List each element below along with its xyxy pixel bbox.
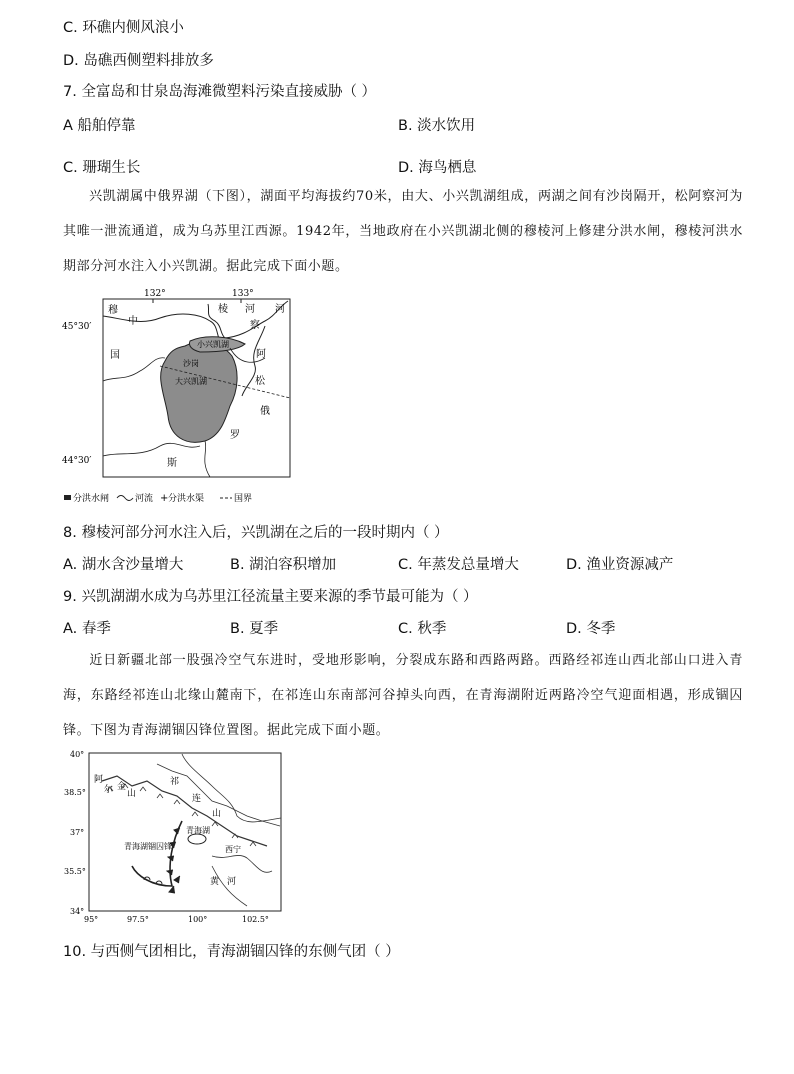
- q8-stem: 8. 穆棱河部分河水注入后，兴凯湖在之后的一段时期内（ ）: [63, 525, 449, 541]
- xingkai-lake-map: [60, 286, 310, 508]
- passage-xingkai-text: 兴凯湖属中俄界湖（下图），湖面平均海拔约70米，由大、小兴凯湖组成，两湖之间有沙岗隔开，松阿察河为其唯一泄流通道，成为乌苏里江西源。1942年，当地政府在小兴凯湖北侧的穆棱河上修建分洪水闸，穆棱河洪水期部分河水注入小兴凯湖。据此完成下面小题。: [63, 189, 743, 274]
- q10-stem: 10. 与西侧气团相比，青海湖锢囚锋的东侧气团（ ）: [63, 944, 400, 960]
- legend-river: 河流: [135, 494, 154, 504]
- map1-label-song: 松: [255, 376, 265, 387]
- q9-option-a: A. 春季: [63, 621, 111, 637]
- map1-label-he2: 河: [275, 304, 285, 315]
- map2-label-shan2: 山: [212, 809, 222, 819]
- q8-option-b: B. 湖泊容积增加: [230, 557, 337, 573]
- map1-lon-133: 133°: [232, 289, 254, 299]
- map1-label-luo: 罗: [230, 430, 240, 441]
- map2-lat-385: 38.5°: [64, 788, 86, 797]
- q7-stem: 7. 全富岛和甘泉岛海滩微塑料污染直接威胁（ ）: [63, 84, 377, 100]
- map2-lat-37: 37°: [70, 828, 85, 837]
- map2-label-qinghai-lake: 青海湖: [186, 826, 210, 835]
- qinghai-front-map: [62, 746, 287, 926]
- map1-label-he1: 河: [245, 304, 255, 315]
- q8-option-a: A. 湖水含沙量增大: [63, 557, 184, 573]
- map2-lat-40: 40°: [70, 750, 85, 759]
- map1-label-si: 斯: [167, 458, 177, 469]
- map2-lon-1025: 102.5°: [242, 915, 269, 924]
- map1-lat-4430: 44°30′: [62, 456, 92, 466]
- qinghai-lake: [188, 834, 206, 844]
- passage-xingkai-lake: [63, 179, 743, 284]
- map1-label-mu: 穆: [108, 305, 118, 316]
- map2-label-xining: 西宁: [225, 845, 241, 854]
- muling-river: [103, 314, 210, 321]
- map1-legend: [64, 492, 252, 504]
- map2-label-he: 河: [227, 877, 237, 887]
- q6-option-c: C. 环礁内侧风浪小: [63, 20, 184, 36]
- map1-label-shagang: 沙岗: [183, 359, 199, 368]
- map1-label-e: 俄: [260, 406, 270, 417]
- map1-label-leng: 棱: [218, 304, 228, 315]
- map2-lat-355: 35.5°: [64, 867, 86, 876]
- q7-option-d: D. 海鸟栖息: [398, 160, 477, 176]
- passage-qinghai-text: 近日新疆北部一股强冷空气东进时，受地形影响，分裂成东路和西路两路。西路经祁连山西北部山口进入青海，东路经祁连山北缘山麓南下，在祁连山东南部河谷掉头向西，在青海湖附近两路冷空气迎面相遇，形成锢囚锋。下图为青海湖锢囚锋位置图。据此完成下面小题。: [63, 653, 743, 738]
- map2-lon-95: 95°: [84, 915, 99, 924]
- map1-label-cha: 察: [250, 320, 260, 331]
- xingkai-lake: [161, 342, 237, 443]
- q8-option-d: D. 渔业资源减产: [566, 557, 674, 573]
- map1-label-big-lake: 大兴凯湖: [175, 377, 207, 386]
- map2-lon-975: 97.5°: [127, 915, 149, 924]
- q9-stem: 9. 兴凯湖湖水成为乌苏里江径流量主要来源的季节最可能为（ ）: [63, 589, 478, 605]
- map1-lat-4530: 45°30′: [62, 322, 92, 332]
- q6-option-d: D. 岛礁西侧塑料排放多: [63, 53, 214, 69]
- map1-label-zhong: 中: [128, 316, 138, 327]
- q7-option-c: C. 珊瑚生长: [63, 160, 141, 176]
- map1-label-guo: 国: [110, 350, 120, 361]
- q7-option-a: A 船舶停靠: [63, 118, 136, 134]
- map1-label-small-lake: 小兴凯湖: [197, 340, 229, 349]
- legend-plus-icon: +: [160, 493, 169, 504]
- q8-option-c: C. 年蒸发总量增大: [398, 557, 519, 573]
- map2-label-qi: 祁: [170, 777, 180, 787]
- map2-label-jin: 金: [117, 782, 127, 792]
- q9-option-b: B. 夏季: [230, 621, 279, 637]
- map2-front-label: 青海湖锢囚锋: [124, 842, 172, 851]
- legend-border: 国界: [234, 494, 253, 504]
- map2-lat-34: 34°: [70, 907, 85, 916]
- map2-label-huang: 黄: [210, 877, 220, 887]
- map2-label-a: 阿: [94, 775, 104, 785]
- map2-label-er: 尔: [104, 785, 114, 795]
- q9-option-c: C. 秋季: [398, 621, 447, 637]
- map1-label-a: 阿: [256, 349, 266, 360]
- legend-canal: 分洪水渠: [168, 494, 205, 504]
- map2-lon-100: 100°: [188, 915, 208, 924]
- map1-lon-132: 132°: [144, 289, 166, 299]
- q9-option-d: D. 冬季: [566, 621, 616, 637]
- map2-label-shan1: 山: [127, 789, 137, 799]
- q7-option-b: B. 淡水饮用: [398, 118, 476, 134]
- legend-sluice: 分洪水闸: [73, 494, 110, 504]
- map2-label-lian: 连: [192, 794, 202, 804]
- passage-qinghai-front: [63, 643, 743, 748]
